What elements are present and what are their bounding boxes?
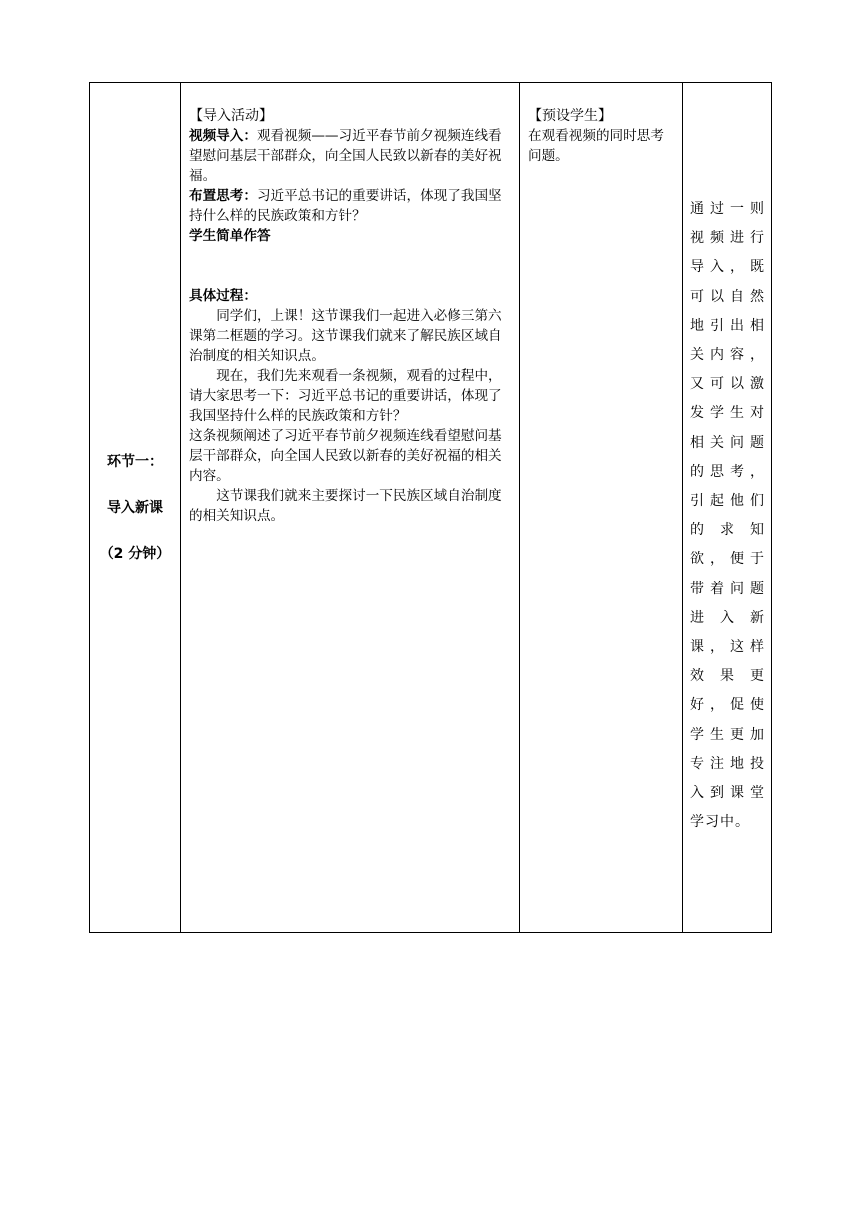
- purpose-line: 带着问题: [690, 580, 765, 597]
- think-text: 习近平总书记的重要讲话，体现了我国坚持什么样的民族政策和方针？: [189, 188, 502, 224]
- stage-label: 环节一：: [107, 453, 163, 470]
- video-intro-text: 观看视频——习近平春节前夕视频连线看望慰问基层干部群众，向全国人民致以新春的美好祝福。: [189, 128, 502, 184]
- purpose-line: 发学生对: [690, 405, 765, 422]
- process-paragraph: 现在，我们先来观看一条视频，观看的过程中，请大家思考一下：习近平总书记的重要讲话，体现了我国坚持什么样的民族政策和方针？: [189, 368, 502, 424]
- purpose-line: 通过一则: [690, 201, 765, 217]
- purpose-line: 效果更: [690, 668, 765, 685]
- process-paragraph: 这节课我们就来主要探讨一下民族区域自治制度的相关知识点。: [189, 488, 502, 524]
- purpose-line: 相关问题: [690, 434, 765, 451]
- purpose-line: 入到课堂: [690, 785, 765, 802]
- design-purpose-cell: [683, 83, 772, 933]
- process-paragraph: 这条视频阐述了习近平春节前夕视频连线看望慰问基层干部群众，向全国人民致以新春的美好祝福的相关内容。: [189, 428, 502, 484]
- think-paragraph: [189, 186, 513, 226]
- student-activity-cell: [520, 83, 683, 933]
- purpose-line: 专注地投: [690, 755, 765, 772]
- purpose-line: 学生更加: [690, 726, 765, 743]
- purpose-line: 关内容，: [690, 347, 765, 364]
- activity-heading: 【导入活动】: [189, 108, 273, 124]
- purpose-line: 的思考，: [690, 463, 765, 480]
- purpose-line: 地引出相: [690, 317, 765, 334]
- purpose-line: 引起他们: [690, 493, 765, 510]
- table-row: [90, 83, 772, 933]
- stage-duration: （2 分钟）: [99, 545, 171, 562]
- video-intro-label: 视频导入：: [189, 128, 257, 144]
- purpose-line: 的求知: [690, 522, 765, 539]
- process-label: 具体过程：: [189, 288, 257, 304]
- purpose-line: 学习中。: [690, 814, 750, 831]
- purpose-line: 好，促使: [690, 697, 765, 714]
- purpose-line: 可以自然: [690, 288, 765, 305]
- purpose-line: 欲，便于: [690, 551, 765, 568]
- stage-title: 导入新课: [107, 499, 163, 516]
- think-label: 布置思考：: [189, 188, 257, 204]
- video-intro-paragraph: [189, 126, 513, 186]
- teacher-activity-cell: [181, 83, 520, 933]
- purpose-line: 课，这样: [690, 639, 765, 656]
- stage-cell: [90, 83, 181, 933]
- process-paragraph: 同学们，上课！这节课我们一起进入必修三第六课第二框题的学习。这节课我们就来了解民族区域自治制度的相关知识点。: [189, 308, 502, 364]
- student-answer-note: 学生简单作答: [189, 228, 271, 244]
- student-heading: 【预设学生】: [528, 108, 612, 124]
- student-text: 在观看视频的同时思考问题。: [528, 128, 664, 164]
- purpose-line: 进入新: [690, 609, 765, 626]
- lesson-plan-table: [89, 82, 772, 933]
- purpose-line: 视频进行: [690, 230, 765, 247]
- purpose-line: 又可以激: [690, 376, 765, 393]
- purpose-line: 导入，既: [690, 259, 765, 276]
